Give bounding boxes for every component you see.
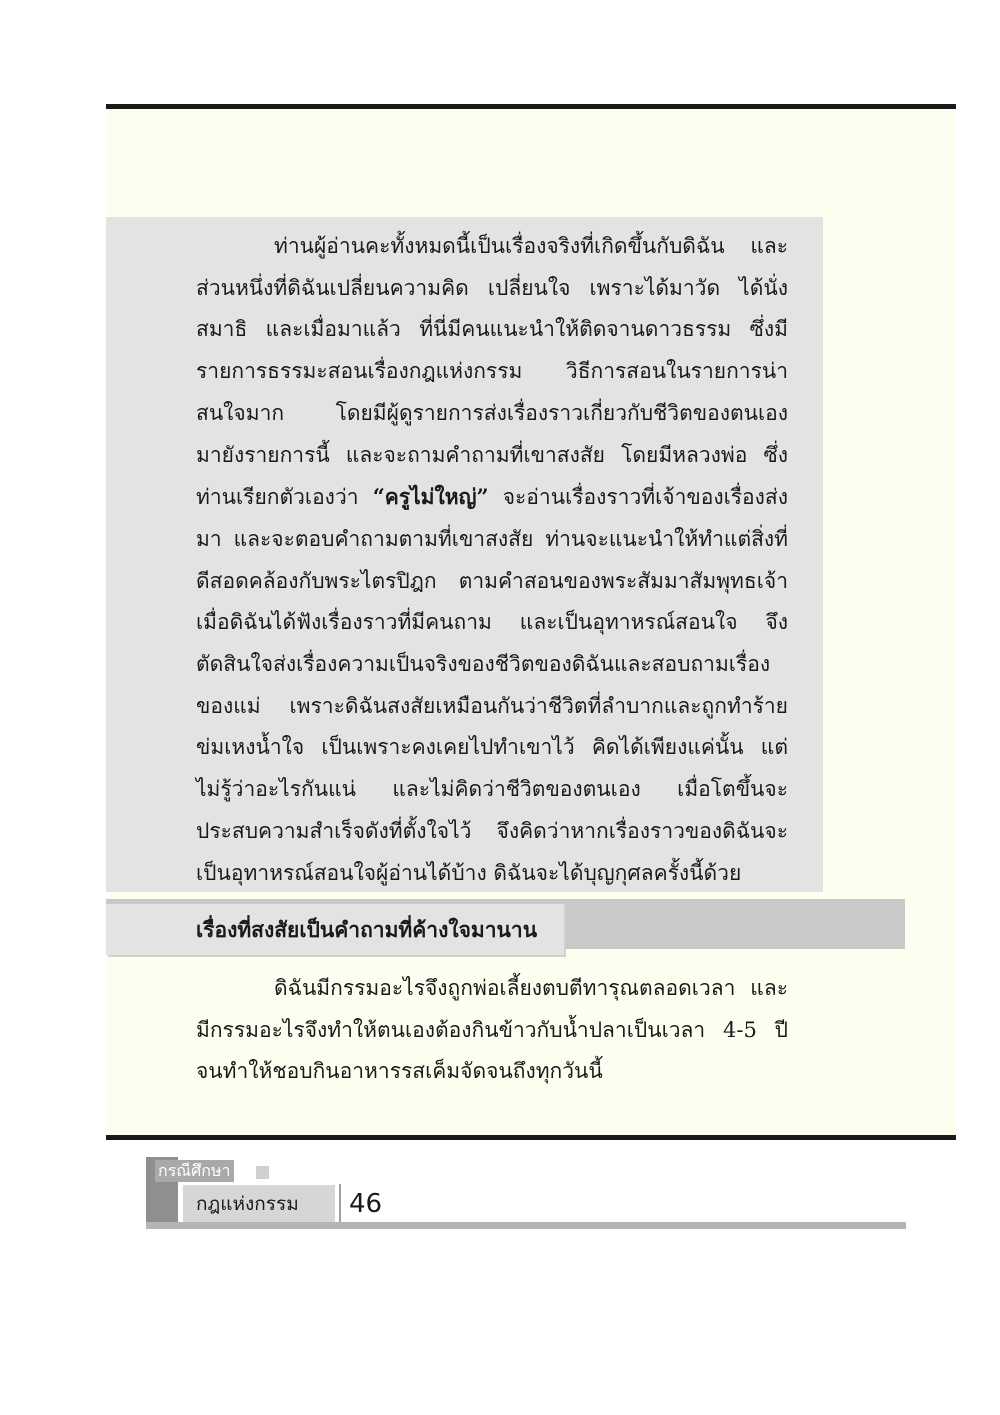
footer-series-label: กรณีศึกษา bbox=[155, 1160, 234, 1182]
story-paragraph bbox=[196, 226, 788, 894]
footer-square bbox=[256, 1166, 269, 1179]
footer-book-title: กฎแห่งกรรม bbox=[196, 1193, 299, 1215]
question-paragraph bbox=[196, 968, 788, 1093]
bottom-rule bbox=[106, 1135, 956, 1140]
page-number: 46 bbox=[349, 1189, 383, 1219]
section-heading: เรื่องที่สงสัยเป็นคำถามที่ค้างใจมานาน bbox=[196, 917, 538, 942]
footer-divider bbox=[339, 1184, 341, 1222]
footer-base-bar bbox=[146, 1222, 906, 1229]
story-text: ท่านผู้อ่านคะทั้งหมดนี้เป็นเรื่องจริงที่เกิดขึ้นกับดิฉัน และส่วนหนึ่งที่ดิฉันเปลี่ยนความคิด เปลี่ยนใจ เพราะได้มาวัด ได้นั่งสมาธิ และเมื่อมาแล้ว ที่นี่มีคนแนะนำให้ติดจานดาวธรรม ซึ่งมีรายการธรรมะสอนเรื่องกฎแห่งกรรม วิธีการสอนในรายการน่าสนใจมาก โดยมีผู้ดูรายการส่งเรื่องราวเกี่ยวกับชีวิตของตนเองมายังรายการนี้ และจะถามคำถามที่เขาสงสัย โดยมีหลวงพ่อ ซึ่งท่านเรียกตัวเองว่า bbox=[196, 234, 788, 510]
question-text: ดิฉันมีกรรมอะไรจึงถูกพ่อเลี้ยงตบตีทารุณตลอดเวลา และมีกรรมอะไรจึงทำให้ตนเองต้องกินข้าวกับน้ำปลาเป็นเวลา 4-5 ปี จนทำให้ชอบกินอาหารรสเค็มจัดจนถึงทุกวันนี้ bbox=[196, 976, 788, 1084]
story-text-continued: จะอ่านเรื่องราวที่เจ้าของเรื่องส่งมา และจะตอบคำถามตามที่เขาสงสัย ท่านจะแนะนำให้ทำแต่สิ่งที่ดีสอดคล้องกับพระไตรปิฎก ตามคำสอนของพระสัมมาสัมพุทธเจ้า เมื่อดิฉันได้ฟังเรื่องราวที่มีคนถาม และเป็นอุทาหรณ์สอนใจ จึงตัดสินใจส่งเรื่องความเป็นจริงของชีวิตของดิฉันและสอบถามเรื่องของแม่ เพราะดิฉันสงสัยเหมือนกันว่าชีวิตที่ลำบากและถูกทำร้ายข่มเหงน้ำใจ เป็นเพราะคงเคยไปทำเขาไว้ คิดได้เพียงแค่นั้น แต่ไม่รู้ว่าอะไรกันแน่ และไม่คิดว่าชีวิตของตนเอง เมื่อโตขึ้นจะประสบความสำเร็จดังที่ตั้งใจไว้ จึงคิดว่าหากเรื่องราวของดิฉันจะเป็นอุทาหรณ์สอนใจผู้อ่านได้บ้าง ดิฉันจะได้บุญกุศลครั้งนี้ด้วย bbox=[196, 485, 788, 885]
teacher-name: “ครูไม่ใหญ่” bbox=[372, 484, 489, 510]
